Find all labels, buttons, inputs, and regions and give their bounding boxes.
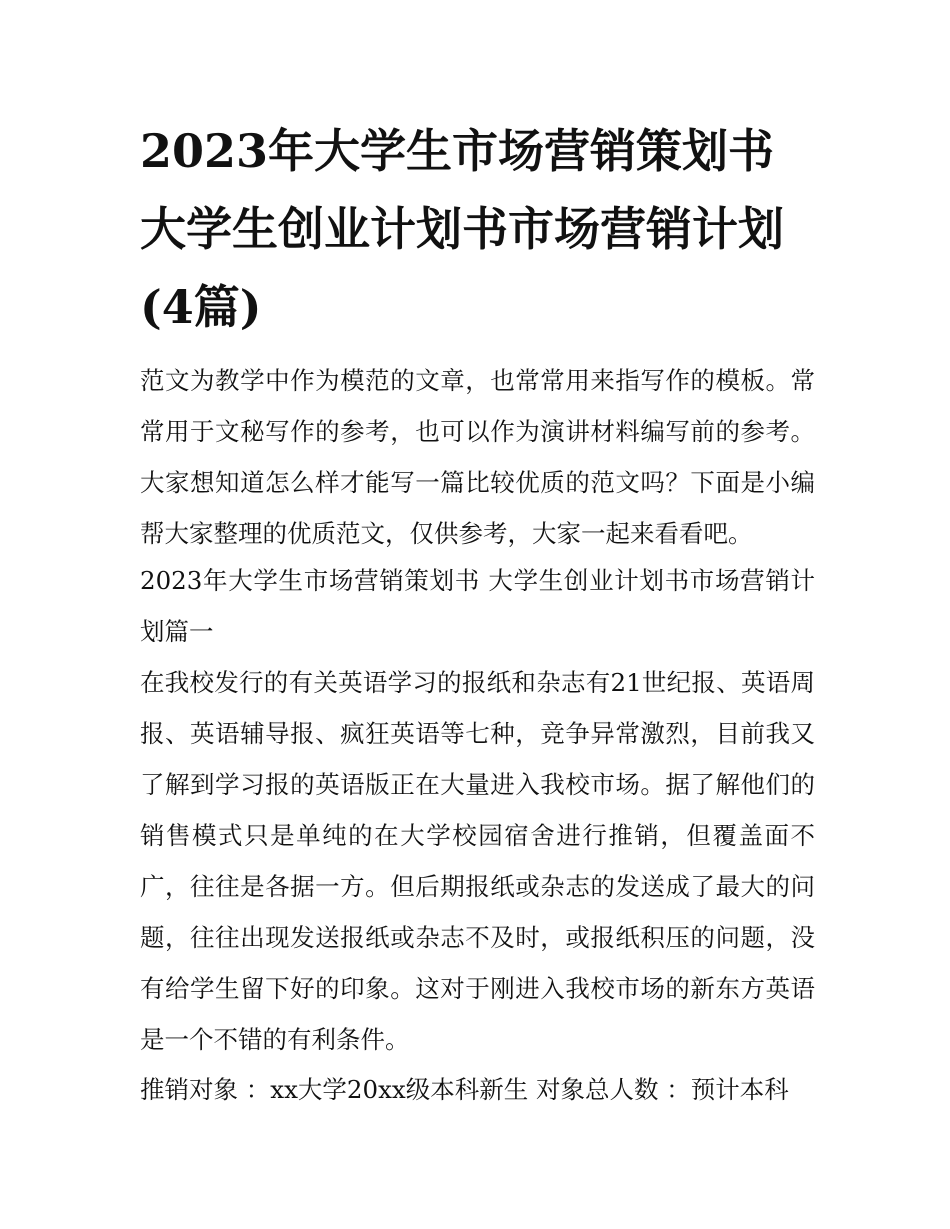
intro-paragraph: 范文为教学中作为模范的文章，也常常用来指写作的模板。常常用于文秘写作的参考，也可以作为演讲材料编写前的参考。大家想知道怎么样才能写一篇比较优质的范文吗？下面是小编帮大家整理的优质范文，仅供参考，大家一起来看看吧。 bbox=[140, 366, 815, 548]
target-paragraph: 推销对象 ：xx大学20xx级本科新生 对象总人数 ：预计本科 bbox=[140, 1075, 789, 1104]
document-title: 2023年大学生市场营销策划书 大学生创业计划书市场营销计划(4篇) bbox=[140, 124, 784, 334]
body-paragraph: 在我校发行的有关英语学习的报纸和杂志有21世纪报、英语周报、英语辅导报、疯狂英语等七种，竞争异常激烈，目前我又了解到学习报的英语版正在大量进入我校市场。据了解他们的销售模式只是单纯的在大学校园宿舍进行推销，但覆盖面不广，往往是各据一方。但后期报纸或杂志的发送成了最大的问题，往往出现发送报纸或杂志不及时，或报纸积压的问题，没有给学生留下好的印象。这对于刚进入我校市场的新东方英语是一个不错的有利条件。 bbox=[140, 668, 815, 1054]
section-subtitle: 2023年大学生市场营销策划书 大学生创业计划书市场营销计划篇一 bbox=[140, 566, 815, 646]
